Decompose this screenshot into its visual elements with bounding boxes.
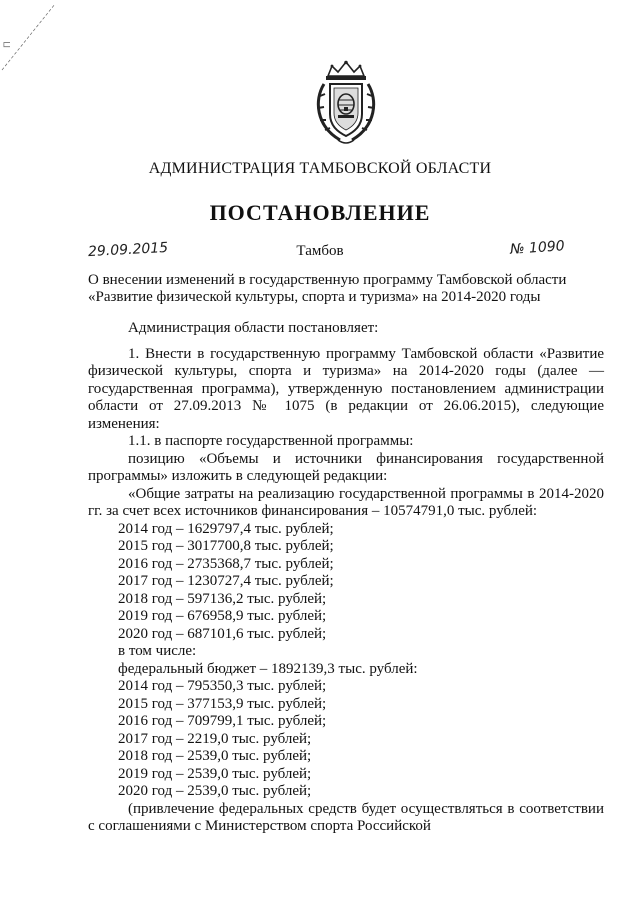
paragraph-1-1: 1.1. в паспорте государственной программы:	[128, 433, 414, 449]
subject-heading	[88, 272, 604, 306]
total-year-line: 2017 год – 1230727,4 тыс. рублей;	[118, 573, 334, 589]
handwritten-number: № 1090	[509, 238, 566, 258]
total-year-line: 2015 год – 3017700,8 тыс. рублей;	[118, 538, 334, 554]
position-paragraph: позицию «Объемы и источники финансирования государственной программы» изложить в следующей редакции:	[88, 450, 604, 484]
document-title: ПОСТАНОВЛЕНИЕ	[209, 200, 431, 225]
tambov-coat-of-arms-emblem	[310, 60, 382, 146]
total-year-line: 2018 год – 597136,2 тыс. рублей;	[118, 590, 327, 607]
scan-corner-mark	[0, 0, 60, 80]
federal-year-line: 2014 год – 795350,3 тыс. рублей;	[118, 678, 327, 694]
federal-year-line: 2015 год – 377153,9 тыс. рублей;	[118, 695, 327, 712]
total-year-line: 2020 год – 687101,6 тыс. рублей;	[118, 625, 327, 642]
city-name: Тамбов	[296, 243, 344, 259]
intro-paragraph: Администрация области постановляет:	[128, 320, 379, 336]
paragraph-1: 1. Внести в государственную программу Тамбовской области «Развитие физической культуры, спорта и туризма» на 2014-2020 годы (далее — государственная программа), утвержденную постановлением администрации области от 27.09.2013 № 1075 (в редакции от 26.06.2015), следующие изменения:	[88, 345, 604, 432]
svg-text:П: П	[3, 41, 13, 48]
total-year-line: 2016 год – 2735368,7 тыс. рублей;	[118, 555, 334, 572]
total-year-line: 2014 год – 1629797,4 тыс. рублей;	[118, 520, 334, 537]
subject-line: «Развитие физической культуры, спорта и туризма» на 2014-2020 годы	[88, 289, 541, 305]
agency-name: АДМИНИСТРАЦИЯ ТАМБОВСКОЙ ОБЛАСТИ	[148, 160, 492, 177]
closing-paragraph: (привлечение федеральных средств будет осуществляться в соответствии с соглашениями с Министерством спорта Российской	[88, 800, 604, 834]
federal-year-line: 2019 год – 2539,0 тыс. рублей;	[118, 765, 312, 782]
paragraph-gap	[88, 338, 604, 346]
including-line: в том числе:	[118, 643, 197, 659]
federal-year-line: 2016 год – 709799,1 тыс. рублей;	[118, 713, 327, 729]
handwritten-date: 29.09.2015	[87, 239, 169, 261]
federal-year-line: 2020 год – 2539,0 тыс. рублей;	[118, 783, 312, 799]
federal-budget-line: федеральный бюджет – 1892139,3 тыс. рублей:	[118, 660, 418, 677]
total-year-line: 2019 год – 676958,9 тыс. рублей;	[118, 608, 327, 624]
document-body	[88, 320, 604, 836]
federal-year-line: 2017 год – 2219,0 тыс. рублей;	[118, 730, 312, 747]
federal-year-line: 2018 год – 2539,0 тыс. рублей;	[118, 748, 312, 764]
total-costs-paragraph: «Общие затраты на реализацию государственной программы в 2014-2020 гг. за счет всех источников финансирования – 10574791,0 тыс. рублей:	[88, 485, 604, 519]
subject-line: О внесении изменений в государственную программу Тамбовской области	[88, 272, 567, 288]
